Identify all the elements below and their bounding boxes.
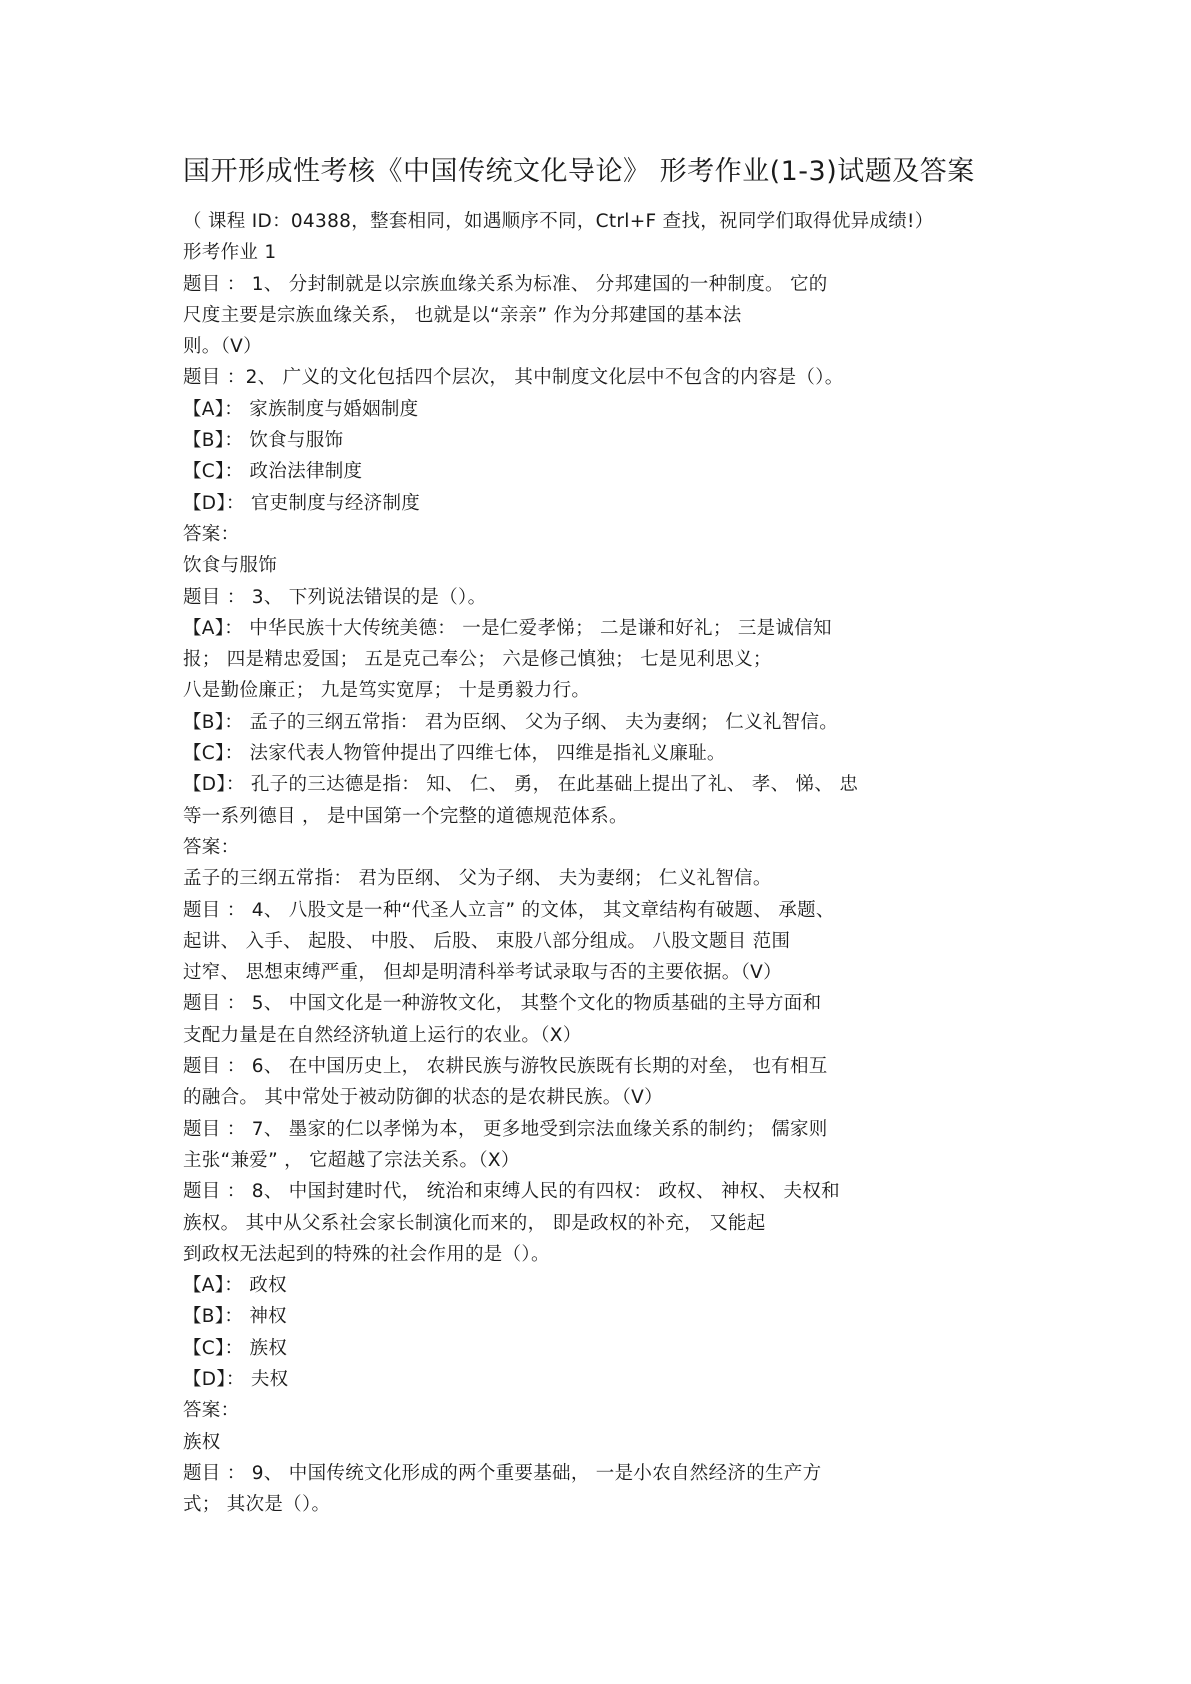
option-text: 【B】： 神权: [183, 1306, 287, 1328]
question-text: 题目 ： 1、 分封制就是以宗族血缘关系为标准、 分邦建国的一种制度。 它的: [183, 273, 828, 295]
answer-label: 答案：: [183, 523, 240, 545]
option-text: 【B】： 孟子的三纲五常指： 君为臣纲、 父为子纲、 夫为妻纲； 仁义礼智信。: [183, 711, 839, 733]
question-text: 题目 ： 8、 中国封建时代， 统治和束缚人民的有四权： 政权、 神权、 夫权和: [183, 1181, 840, 1203]
question-text: 题目 ： 4、 八股文是一种“代圣人立言” 的文体， 其文章结构有破题、 承题、: [183, 899, 835, 921]
option-text: 【C】： 政治法律制度: [183, 461, 363, 483]
option-text: 【C】： 族权: [183, 1337, 288, 1359]
option-text: 等一系列德目 ， 是中国第一个完整的道德规范体系。: [183, 805, 628, 827]
option-text: 报； 四是精忠爱国； 五是克己奉公； 六是修己慎独； 七是见利思义；: [183, 649, 772, 671]
question-text: 式； 其次是（）。: [183, 1494, 331, 1516]
question-text: 题目 ： 7、 墨家的仁以孝悌为本， 更多地受到宗法血缘关系的制约； 儒家则: [183, 1118, 828, 1140]
question-text: 支配力量是在自然经济轨道上运行的农业。（X）: [183, 1024, 582, 1046]
question-text: 题目 ： 3、 下列说法错误的是（）。: [183, 586, 487, 608]
question-text: 到政权无法起到的特殊的社会作用的是（）。: [183, 1243, 550, 1265]
question-text: 题目 ： 6、 在中国历史上， 农耕民族与游牧民族既有长期的对垒， 也有相互: [183, 1056, 828, 1078]
question-text: 主张“兼爱” ， 它超越了宗法关系。（X）: [183, 1149, 520, 1171]
document-body: [183, 206, 1083, 1520]
option-text: 【D】： 官吏制度与经济制度: [183, 492, 421, 514]
question-text: 的融合。 其中常处于被动防御的状态的是农耕民族。（V）: [183, 1087, 663, 1109]
answer-text: 族权: [183, 1431, 221, 1453]
question-text: 题目 ：2、 广义的文化包括四个层次， 其中制度文化层中不包含的内容是（）。: [183, 367, 844, 389]
answer-label: 答案：: [183, 1400, 240, 1422]
section-heading: 形考作业 1: [183, 242, 277, 264]
course-note: （ 课程 ID：04388，整套相同，如遇顺序不同，Ctrl+F 查找，祝同学们取得优异成绩!）: [183, 211, 934, 232]
option-text: 【C】： 法家代表人物管仲提出了四维七体， 四维是指礼义廉耻。: [183, 743, 726, 765]
question-text: 族权。 其中从父系社会家长制演化而来的， 即是政权的补充， 又能起: [183, 1212, 766, 1234]
option-text: 【B】： 饮食与服饰: [183, 430, 344, 452]
option-text: 【A】： 家族制度与婚姻制度: [183, 398, 419, 420]
option-text: 八是勤俭廉正； 九是笃实宽厚； 十是勇毅力行。: [183, 680, 591, 702]
question-text: 过窄、 思想束缚严重， 但却是明清科举考试录取与否的主要依据。（V）: [183, 962, 782, 984]
question-text: 题目 ： 9、 中国传统文化形成的两个重要基础， 一是小农自然经济的生产方: [183, 1462, 822, 1484]
question-text: 起讲、 入手、 起股、 中股、 后股、 束股八部分组成。 八股文题目 范围: [183, 930, 791, 952]
option-text: 【A】： 政权: [183, 1275, 287, 1297]
question-text: 题目 ： 5、 中国文化是一种游牧文化， 其整个文化的物质基础的主导方面和: [183, 993, 822, 1015]
option-text: 【D】： 夫权: [183, 1368, 289, 1390]
option-text: 【A】： 中华民族十大传统美德： 一是仁爱孝悌； 二是谦和好礼； 三是诚信知: [183, 617, 832, 639]
document-title: 国开形成性考核《中国传统文化导论》 形考作业(1-3)试题及答案: [183, 156, 975, 187]
answer-text: 饮食与服饰: [183, 555, 278, 577]
question-text: 尺度主要是宗族血缘关系， 也就是以“亲亲” 作为分邦建国的基本法: [183, 304, 742, 326]
option-text: 【D】： 孔子的三达德是指： 知、 仁、 勇， 在此基础上提出了礼、 孝、 悌、 忠: [183, 774, 859, 796]
answer-label: 答案：: [183, 836, 240, 858]
answer-text: 孟子的三纲五常指： 君为臣纲、 父为子纲、 夫为妻纲； 仁义礼智信。: [183, 868, 772, 890]
question-text: 则。（V）: [183, 336, 262, 358]
